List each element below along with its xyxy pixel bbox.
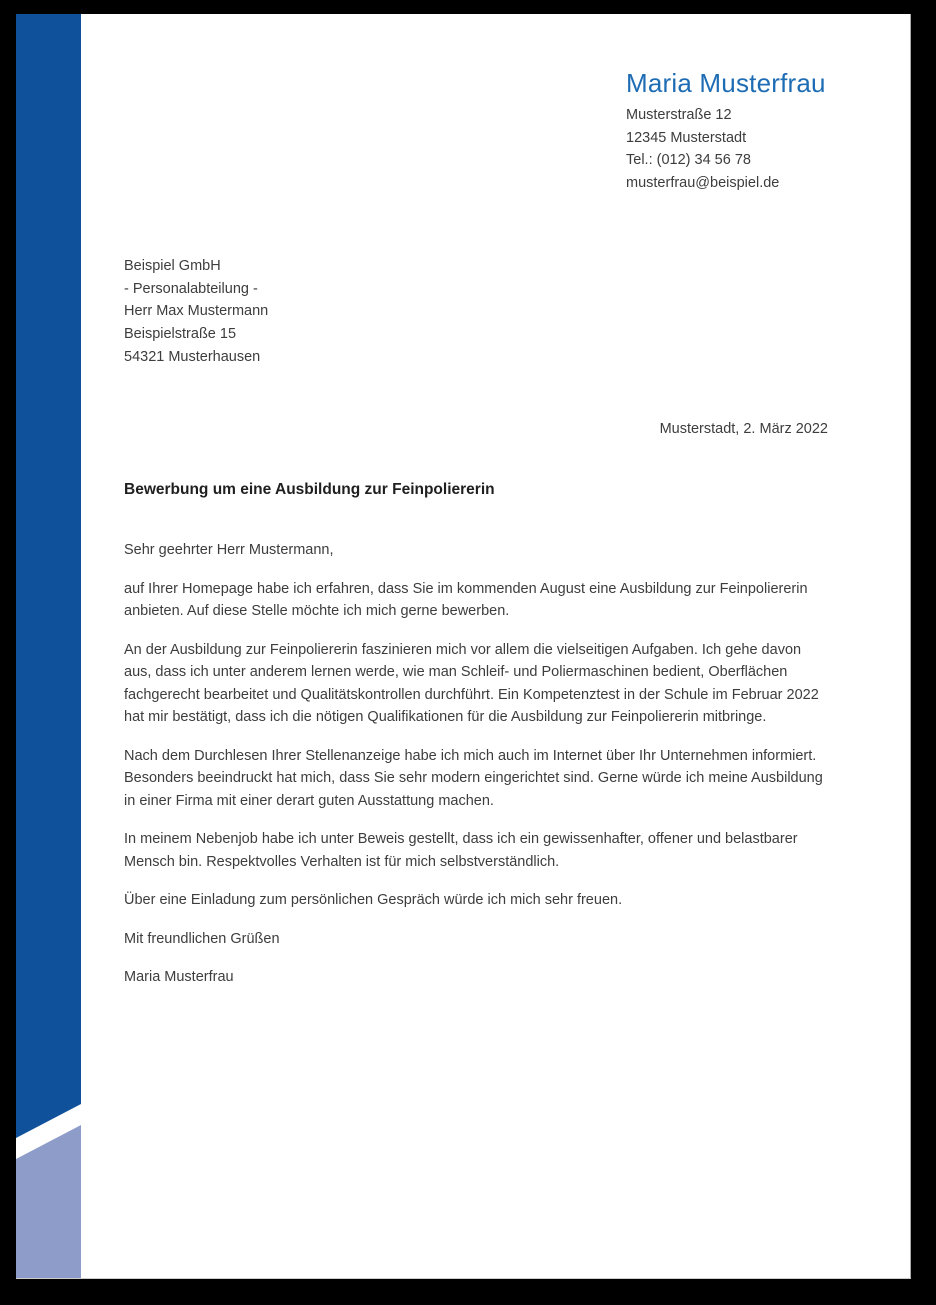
letter-body [124, 539, 830, 989]
sender-street: Musterstraße 12 [626, 107, 732, 123]
letter-page [16, 14, 911, 1279]
recipient-street: Beispielstraße 15 [124, 326, 237, 343]
signature-name: Maria Musterfrau [124, 969, 234, 985]
sidebar-dark-blue-shape [16, 14, 81, 1138]
sidebar-light-blue-shape [16, 1125, 81, 1279]
recipient-block [124, 255, 444, 369]
decorative-sidebar [16, 14, 81, 1278]
subject-line: Bewerbung um eine Ausbildung zur Feinpoliererin [124, 481, 495, 498]
recipient-department: - Personalabteilung - [124, 280, 258, 297]
recipient-person: Herr Max Mustermann [124, 303, 269, 320]
paragraph-1: auf Ihrer Homepage habe ich erfahren, dass Sie im kommenden August eine Ausbildung zur Feinpoliererin anbieten. Auf diese Stelle möchte ich mich gerne bewerben. [124, 580, 808, 619]
salutation: Sehr geehrter Herr Mustermann, [124, 542, 334, 558]
sender-city: 12345 Musterstadt [626, 129, 747, 146]
paragraph-3: Nach dem Durchlesen Ihrer Stellenanzeige habe ich mich auch im Internet über Ihr Unternehmen informiert. Besonders beeindruckt hat mich, dass Sie sehr modern eingerichtet sind. Gerne würde ich meine Ausbildung in einer Firma mit einer derart guten Ausstattung machen. [124, 747, 823, 809]
paragraph-5: Über eine Einladung zum persönlichen Gespräch würde ich mich sehr freuen. [124, 892, 623, 908]
paragraph-4: In meinem Nebenjob habe ich unter Beweis gestellt, dass ich ein gewissenhafter, offener und belastbarer Mensch bin. Respektvolles Verhalten ist für mich selbstverständlich. [124, 831, 798, 870]
sender-phone: Tel.: (012) 34 56 78 [626, 152, 751, 169]
recipient-company: Beispiel GmbH [124, 258, 221, 274]
closing: Mit freundlichen Grüßen [124, 930, 280, 947]
paragraph-2: An der Ausbildung zur Feinpoliererin faszinieren mich vor allem die vielseitigen Aufgaben. Ich gehe davon aus, dass ich unter anderem lernen werde, wie man Schleif- und Poliermaschinen bedient, Oberflächen fachgerecht bearbeitet und Qualitätskontrollen durchführt. Ein Kompetenztest in der Schule im Februar 2022 hat mir bestätigt, dass ich die nötigen Qualifikationen für die Ausbildung zur Feinpoliererin mitbringe. [124, 641, 819, 725]
recipient-city: 54321 Musterhausen [124, 348, 261, 365]
sender-address [626, 104, 876, 195]
sender-block [626, 66, 876, 195]
sender-email: musterfrau@beispiel.de [626, 175, 780, 192]
sender-name: Maria Musterfrau [626, 68, 826, 98]
date-line: Musterstadt, 2. März 2022 [659, 421, 828, 437]
